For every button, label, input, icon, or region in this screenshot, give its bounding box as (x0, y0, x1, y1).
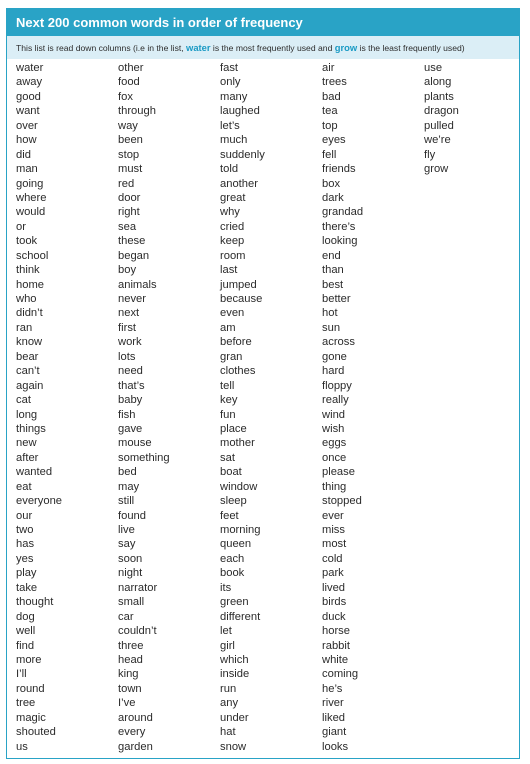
word-item: let’s (220, 119, 240, 132)
word-item: girl (220, 639, 235, 652)
word-item: looks (322, 740, 349, 753)
word-item: key (220, 394, 238, 407)
word-item: well (16, 625, 36, 638)
word-item: may (118, 480, 140, 493)
word-item: work (118, 336, 142, 349)
word-item: need (118, 365, 143, 378)
word-item: other (118, 62, 144, 74)
word-item: he’s (322, 682, 343, 695)
intro-last-word: grow (334, 42, 358, 53)
word-item: gran (220, 350, 243, 363)
word-item: two (16, 524, 34, 536)
word-item: wish (322, 422, 345, 435)
word-column-1 (16, 61, 116, 754)
word-item: why (220, 206, 240, 219)
word-item: run (220, 682, 237, 695)
word-item: hat (220, 726, 236, 739)
word-item: horse (322, 625, 350, 638)
word-item: let (220, 625, 232, 638)
word-item: lots (118, 350, 136, 363)
word-item: white (322, 653, 349, 666)
word-item: found (118, 509, 146, 522)
word-item: only (220, 76, 241, 89)
word-item: clothes (220, 365, 256, 378)
word-item: window (220, 480, 258, 493)
word-item: under (220, 711, 249, 724)
word-item: man (16, 163, 38, 176)
word-item: jumped (220, 278, 257, 291)
word-item: small (118, 596, 145, 609)
word-item: didn’t (16, 307, 43, 320)
word-item: after (16, 451, 39, 464)
word-item: home (16, 278, 44, 291)
word-item: something (118, 451, 170, 464)
word-item: magic (16, 711, 46, 724)
word-item: door (118, 191, 141, 204)
word-item: everyone (16, 495, 63, 508)
word-item: right (118, 206, 140, 219)
word-item: green (220, 596, 249, 609)
word-item: fell (322, 148, 337, 161)
word-item: say (118, 538, 136, 551)
word-item: red (118, 177, 135, 190)
word-item: ran (16, 321, 33, 334)
word-item: air (322, 62, 335, 74)
word-item: miss (322, 524, 345, 536)
intro-after: is the least frequently used) (357, 43, 465, 53)
word-item: car (118, 610, 134, 623)
word-item: where (16, 191, 47, 204)
word-item: fun (220, 408, 236, 421)
word-item: we’re (424, 134, 451, 147)
word-item: I’ll (16, 668, 27, 681)
word-item: birds (322, 596, 347, 609)
word-item: live (118, 524, 135, 536)
word-item: thing (322, 480, 347, 493)
word-item: stop (118, 148, 140, 161)
intro-middle: is the most frequently used and (210, 43, 335, 53)
word-item: round (16, 682, 45, 695)
word-item: book (220, 567, 245, 580)
word-column-5 (424, 61, 524, 177)
word-item: liked (322, 711, 346, 724)
word-item: bed (118, 466, 137, 479)
word-item: friends (322, 163, 356, 176)
word-item: animals (118, 278, 157, 291)
word-item: please (322, 466, 355, 479)
word-item: away (16, 76, 43, 89)
word-item: grandad (322, 206, 364, 219)
word-item: again (16, 379, 44, 392)
word-item: cold (322, 552, 343, 565)
word-item: shouted (16, 726, 56, 739)
word-item: baby (118, 394, 143, 407)
word-item: who (16, 293, 37, 305)
word-item: pulled (424, 119, 454, 132)
word-item: eat (16, 480, 32, 493)
word-item: began (118, 249, 150, 262)
word-item: next (118, 307, 140, 320)
word-item: there’s (322, 220, 356, 233)
intro-before: This list is read down columns (i.e in the list, (16, 43, 187, 53)
word-item: head (118, 653, 143, 666)
word-item: great (220, 191, 246, 204)
intro-text (7, 36, 519, 60)
word-item: hard (322, 365, 345, 378)
word-item: any (220, 697, 239, 710)
word-item: stopped (322, 495, 362, 508)
word-item: did (16, 148, 31, 161)
word-item: must (118, 163, 143, 176)
word-item: wind (322, 408, 346, 421)
word-item: know (16, 336, 43, 349)
word-item: different (220, 610, 261, 623)
word-item: which (220, 653, 249, 666)
word-item: mouse (118, 437, 152, 450)
word-item: its (220, 581, 232, 594)
word-item: queen (220, 538, 252, 551)
word-item: looking (322, 235, 358, 248)
word-item: been (118, 134, 143, 147)
word-item: lived (322, 581, 346, 594)
word-item: three (118, 639, 144, 652)
word-item: fox (118, 90, 133, 103)
word-item: cat (16, 394, 31, 407)
word-list-card (6, 8, 520, 759)
card-title: Next 200 common words in order of frequency (7, 9, 519, 36)
word-item: want (16, 105, 40, 118)
word-item: gone (322, 350, 347, 363)
word-item: things (16, 422, 46, 435)
word-item: park (322, 567, 344, 580)
word-item: yes (16, 552, 34, 565)
word-item: town (118, 682, 142, 695)
word-item: river (322, 697, 344, 710)
word-item: these (118, 235, 146, 248)
word-item: our (16, 509, 33, 522)
word-item: fly (424, 148, 436, 161)
word-item: food (118, 76, 140, 89)
word-item: last (220, 264, 238, 277)
word-item: think (16, 264, 40, 277)
word-item: really (322, 394, 349, 407)
word-item: king (118, 668, 139, 681)
word-item: water (16, 62, 44, 74)
word-item: long (16, 408, 38, 421)
word-item: bear (16, 350, 39, 363)
word-item: tell (220, 379, 235, 392)
word-item: grow (424, 163, 449, 176)
word-item: ever (322, 509, 344, 522)
word-item: morning (220, 524, 261, 536)
word-item: than (322, 264, 344, 277)
word-item: best (322, 278, 344, 291)
word-item: coming (322, 668, 359, 681)
word-item: because (220, 293, 263, 305)
word-item: along (424, 76, 452, 89)
word-item: once (322, 451, 347, 464)
word-item: sun (322, 321, 341, 334)
word-item: find (16, 639, 35, 652)
word-item: many (220, 90, 248, 103)
word-item: school (16, 249, 49, 262)
word-item: fish (118, 408, 136, 421)
word-item: even (220, 307, 245, 320)
word-item: tree (16, 697, 36, 710)
word-item: soon (118, 552, 143, 565)
word-item: laughed (220, 105, 260, 118)
word-item: more (16, 653, 42, 666)
word-item: would (16, 206, 46, 219)
word-item: still (118, 495, 135, 508)
word-item: us (16, 740, 28, 753)
word-item: snow (220, 740, 247, 753)
word-item: suddenly (220, 148, 265, 161)
word-item: narrator (118, 581, 158, 594)
word-item: first (118, 321, 137, 334)
word-item: good (16, 90, 41, 103)
word-item: hot (322, 307, 338, 320)
word-item: better (322, 293, 351, 305)
word-item: way (118, 119, 138, 132)
word-item: across (322, 336, 355, 349)
word-item: top (322, 119, 338, 132)
word-item: new (16, 437, 37, 450)
word-item: never (118, 293, 146, 305)
word-item: took (16, 235, 38, 248)
word-item: eyes (322, 134, 346, 147)
word-item: feet (220, 509, 239, 522)
word-item: box (322, 177, 341, 190)
word-item: giant (322, 726, 347, 739)
word-item: use (424, 62, 443, 74)
word-item: each (220, 552, 245, 565)
word-item: dragon (424, 105, 459, 118)
word-item: wanted (16, 466, 53, 479)
word-item: sat (220, 451, 235, 464)
word-item: has (16, 538, 35, 551)
word-item: much (220, 134, 248, 147)
word-item: mother (220, 437, 255, 450)
word-item: plants (424, 90, 454, 103)
word-item: keep (220, 235, 245, 248)
word-item: thought (16, 596, 54, 609)
word-item: sea (118, 220, 137, 233)
word-item: fast (220, 62, 239, 74)
word-item: over (16, 119, 38, 132)
word-item: am (220, 321, 236, 334)
word-item: place (220, 422, 247, 435)
word-item: boy (118, 264, 137, 277)
word-item: couldn’t (118, 625, 157, 638)
word-item: told (220, 163, 239, 176)
word-item: boat (220, 466, 242, 479)
word-item: end (322, 249, 341, 262)
word-item: going (16, 177, 44, 190)
word-item: around (118, 711, 153, 724)
word-item: I’ve (118, 697, 136, 710)
word-item: eggs (322, 437, 347, 450)
word-item: dog (16, 610, 35, 623)
word-item: play (16, 567, 37, 580)
word-item: can’t (16, 365, 40, 378)
word-item: how (16, 134, 37, 147)
intro-first-word: water (186, 42, 211, 53)
word-item: dark (322, 191, 344, 204)
word-item: most (322, 538, 347, 551)
word-item: trees (322, 76, 347, 89)
word-column-2 (118, 61, 218, 754)
word-item: take (16, 581, 38, 594)
word-column-4 (322, 61, 422, 754)
word-item: through (118, 105, 156, 118)
word-item: night (118, 567, 143, 580)
word-item: garden (118, 740, 153, 753)
word-item: bad (322, 90, 341, 103)
word-item: cried (220, 220, 245, 233)
word-item: inside (220, 668, 250, 681)
word-item: before (220, 336, 252, 349)
word-column-3 (220, 61, 320, 754)
word-item: another (220, 177, 258, 190)
word-item: duck (322, 610, 346, 623)
word-item: room (220, 249, 246, 262)
word-item: or (16, 220, 26, 233)
word-item: tea (322, 105, 338, 118)
word-item: sleep (220, 495, 247, 508)
word-item: gave (118, 422, 143, 435)
word-item: that’s (118, 379, 145, 392)
word-item: every (118, 726, 146, 739)
word-item: rabbit (322, 639, 350, 652)
word-item: floppy (322, 379, 352, 392)
